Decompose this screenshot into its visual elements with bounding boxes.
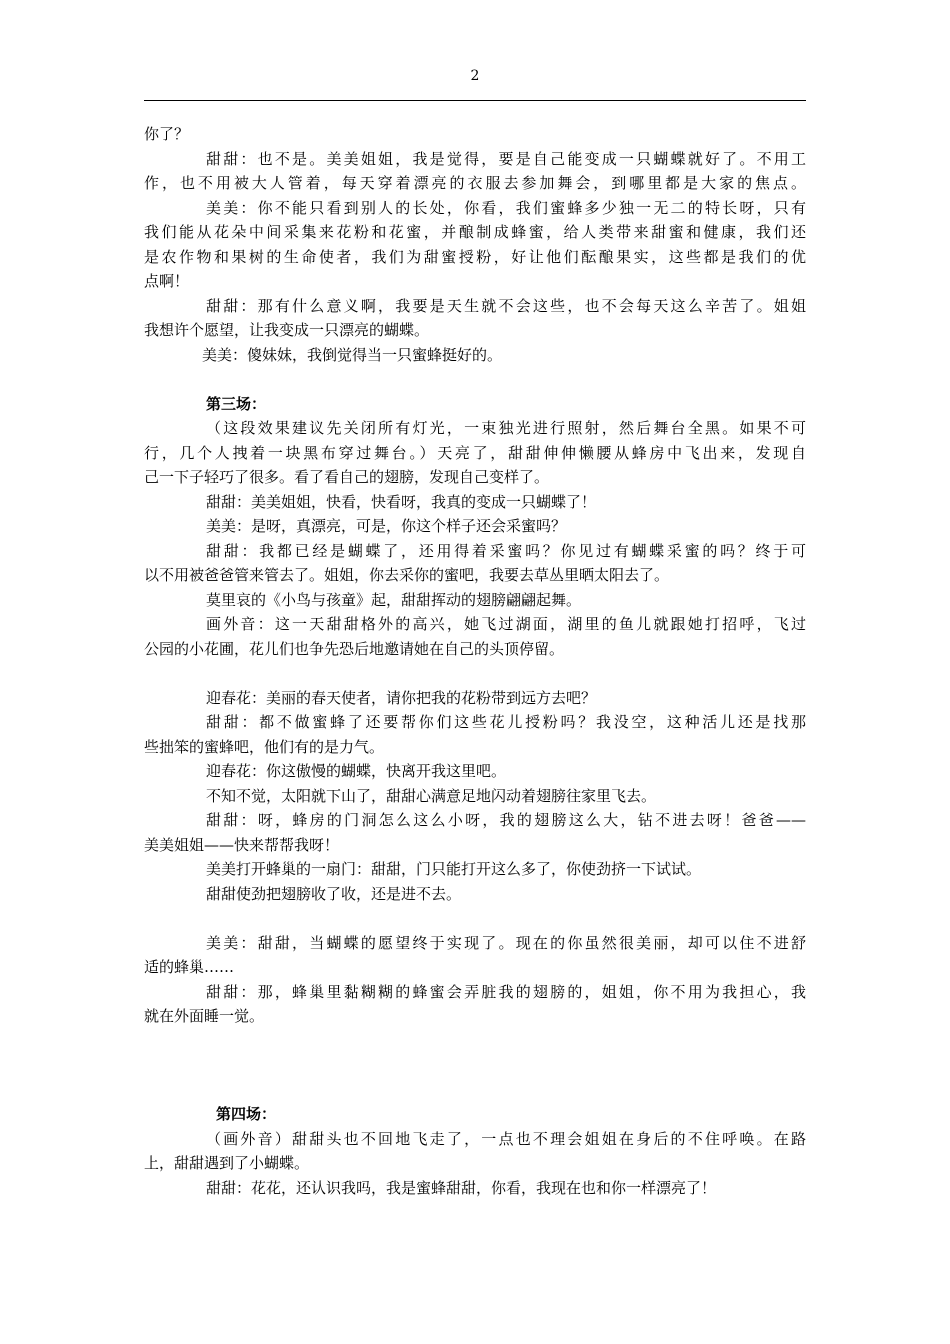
scene-heading: 第三场：: [206, 394, 267, 413]
text-line: （画外音）甜甜头也不回地飞走了，一点也不理会姐姐在身后的不住呼唤。在路: [206, 1129, 806, 1148]
text-line: 就在外面睡一觉。: [144, 1007, 265, 1025]
text-line: 莫里哀的《小鸟与孩童》起，甜甜挥动的翅膀翩翩起舞。: [206, 590, 582, 609]
text-line: 上，甜甜遇到了小蝴蝶。: [144, 1154, 310, 1172]
text-line: 甜甜：那，蜂巢里黏糊糊的蜂蜜会弄脏我的翅膀的，姐姐，你不用为我担心，我: [206, 982, 806, 1001]
text-line: 以不用被爸爸管来管去了。姐姐，你去采你的蜜吧，我要去草丛里晒太阳去了。: [144, 566, 670, 584]
text-line: 美美打开蜂巢的一扇门：甜甜，门只能打开这么多了，你使劲挤一下试试。: [206, 860, 702, 878]
document-body: [144, 122, 806, 1200]
text-line: 甜甜：那有什么意义啊，我要是天生就不会这些，也不会每天这么辛苦了。姐姐: [206, 296, 806, 315]
text-line: 甜甜：美美姐姐，快看，快看呀，我真的变成一只蝴蝶了！: [206, 492, 597, 511]
text-line: 迎春花：美丽的春天使者，请你把我的花粉带到远方去吧？: [206, 688, 597, 707]
text-line: 美美姐姐——快来帮帮我呀！: [144, 835, 340, 854]
blank-line: [144, 906, 806, 931]
text-line: 美美：是呀，真漂亮，可是，你这个样子还会采蜜吗？: [206, 517, 567, 535]
text-line: 我们能从花朵中间采集来花粉和花蜜，并酿制成蜂蜜，给人类带来甜蜜和健康，我们还: [144, 223, 806, 241]
text-line: 适的蜂巢……: [144, 958, 235, 976]
text-line: 甜甜使劲把翅膀收了收，还是进不去。: [206, 884, 462, 903]
blank-line: [144, 661, 806, 686]
blank-line: [144, 1053, 806, 1078]
blank-line: [144, 1078, 806, 1103]
text-line: 些拙笨的蜜蜂吧，他们有的是力气。: [144, 737, 385, 756]
text-line: 画外音：这一天甜甜格外的高兴，她飞过湖面，湖里的鱼儿就跟她打招呼，飞过: [206, 615, 806, 633]
text-line: 点啊！: [144, 272, 190, 290]
header-rule: [144, 100, 806, 101]
text-line: 美美：傻妹妹，我倒觉得当一只蜜蜂挺好的。: [202, 345, 503, 364]
page-number: 2: [470, 68, 480, 84]
text-line: 甜甜：花花，还认识我吗，我是蜜蜂甜甜，你看，我现在也和你一样漂亮了！: [206, 1178, 717, 1197]
text-line: 我想许个愿望，让我变成一只漂亮的蝴蝶。: [144, 321, 430, 339]
text-line: 美美：你不能只看到别人的长处，你看，我们蜜蜂多少独一无二的特长呀，只有: [206, 198, 806, 217]
text-line: 你了？: [144, 125, 190, 143]
scene-heading: 第四场：: [216, 1105, 277, 1123]
text-line: 是农作物和果树的生命使者，我们为甜蜜授粉，好让他们酝酿果实，这些都是我们的优: [144, 247, 806, 266]
text-line: 甜甜：也不是。美美姐姐，我是觉得，要是自己能变成一只蝴蝶就好了。不用工: [206, 149, 806, 168]
text-line: 甜甜：呀，蜂房的门洞怎么这么小呀，我的翅膀这么大，钻不进去呀！爸爸——: [206, 811, 806, 829]
text-line: 不知不觉，太阳就下山了，甜甜心满意足地闪动着翅膀往家里飞去。: [206, 786, 657, 805]
text-line: 甜甜：我都已经是蝴蝶了，还用得着采蜜吗？你见过有蝴蝶采蜜的吗？终于可: [206, 541, 806, 560]
text-line: 行，几个人拽着一块黑布穿过舞台。）天亮了，甜甜伸伸懒腰从蜂房中飞出来，发现自: [144, 443, 806, 462]
text-line: 甜甜：都不做蜜蜂了还要帮你们这些花儿授粉吗？我没空，这种活儿还是找那: [206, 713, 806, 731]
text-line: 公园的小花圃，花儿们也争先恐后地邀请她在自己的头顶停留。: [144, 639, 565, 658]
text-line: （这段效果建议先关闭所有灯光，一束独光进行照射，然后舞台全黑。如果不可: [206, 419, 806, 437]
blank-line: [144, 367, 806, 392]
text-line: 美美：甜甜，当蝴蝶的愿望终于实现了。现在的你虽然很美丽，却可以住不进舒: [206, 933, 806, 952]
text-line: 己一下子轻巧了很多。看了看自己的翅膀，发现自己变样了。: [144, 468, 550, 486]
text-line: 迎春花：你这傲慢的蝴蝶，快离开我这里吧。: [206, 762, 507, 780]
blank-line: [144, 1029, 806, 1054]
text-line: 作，也不用被大人管着，每天穿着漂亮的衣服去参加舞会，到哪里都是大家的焦点。: [144, 174, 806, 192]
